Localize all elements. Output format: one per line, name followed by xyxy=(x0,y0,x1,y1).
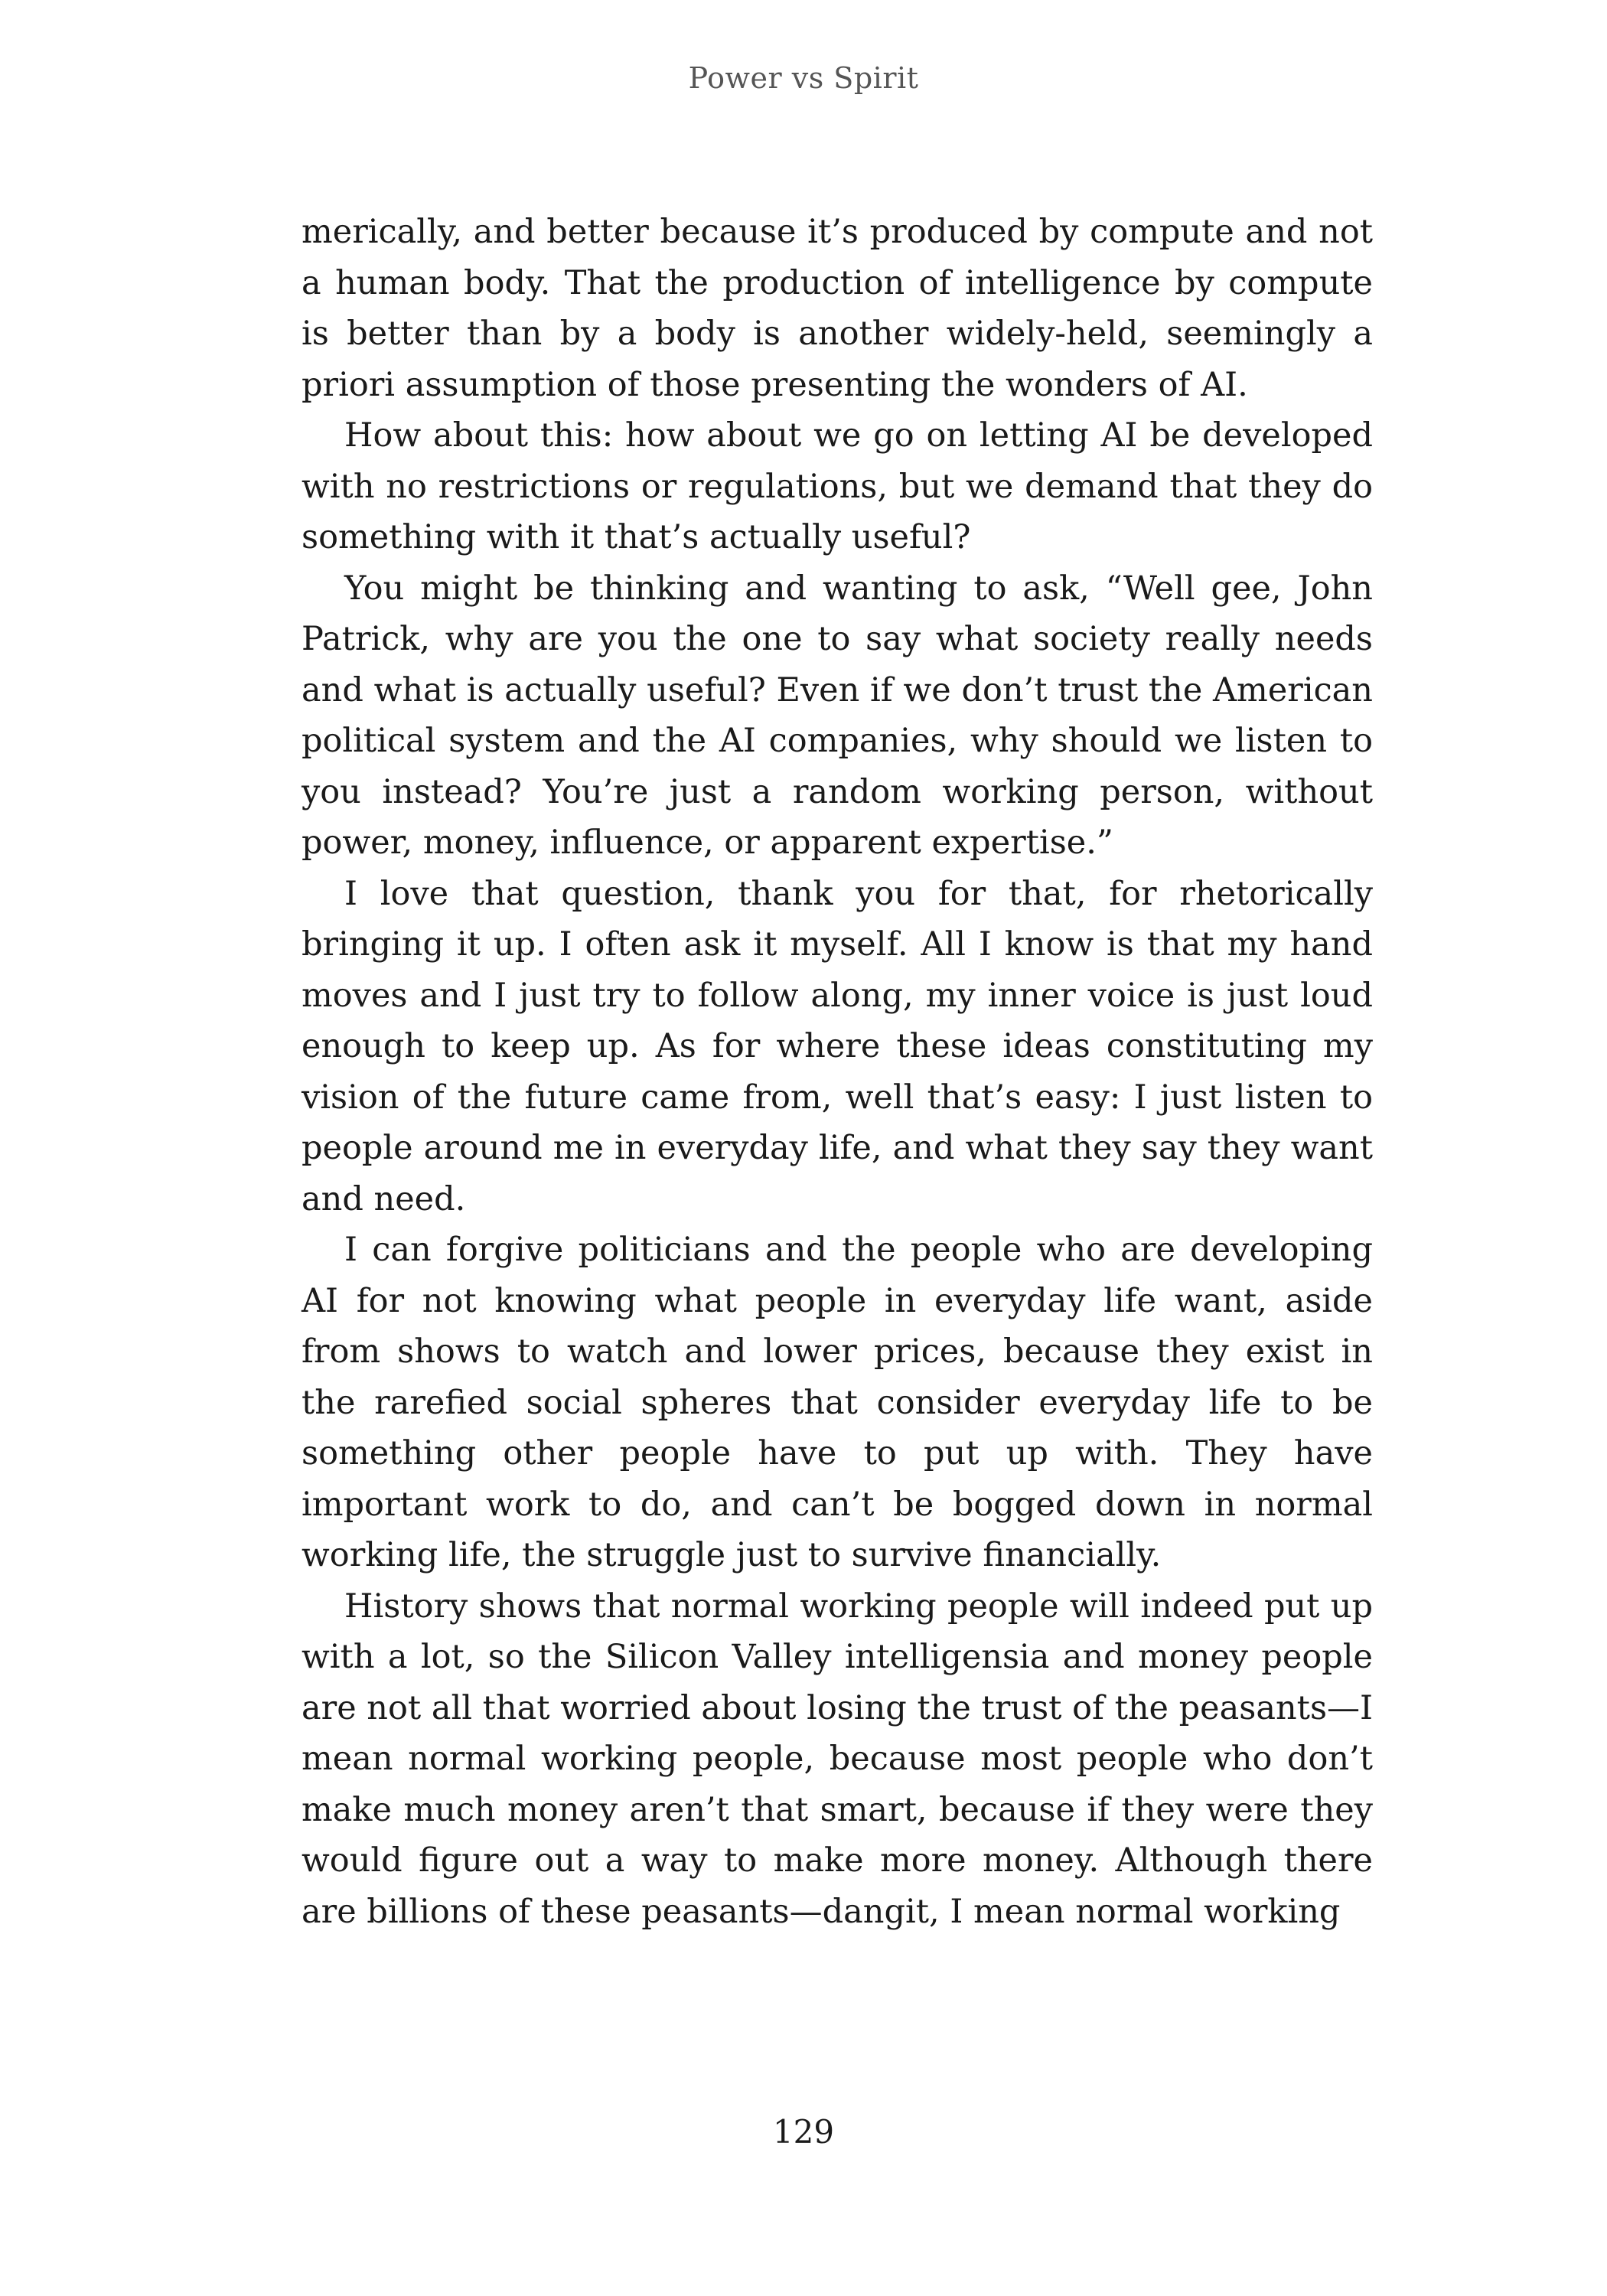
page-number: 129 xyxy=(772,2113,835,2151)
running-header: Power vs Spirit xyxy=(688,61,919,95)
paragraph-1: merically, and better because it’s produced by compute and not a human body. That the production of intelligence by compute is better than by a body is another widely-held, seemingly a priori assumption of those presenting the wonders of AI. xyxy=(302,213,1373,404)
body-text xyxy=(302,207,1373,1937)
paragraph-2: How about this: how about we go on letting AI be developed with no restrictions or regulations, but we demand that they do something with it that’s actually useful? xyxy=(302,416,1373,556)
paragraph-4: I love that question, thank you for that, for rhetorically bringing it up. I often ask it myself. All I know is that my hand moves and I just try to follow along, my inner voice is just loud enough to keep up. As for where these ideas constituting my vision of the future came from, well that’s easy: I just listen to people around me in everyday life, and what they say they want and need. xyxy=(302,874,1373,1218)
paragraph-3: You might be thinking and wanting to ask, “Well gee, John Patrick, why are you the one to say what society really needs and what is actually useful? Even if we don’t trust the American political system and the AI companies, why should we listen to you instead? You’re just a random working person, without power, money, influence, or apparent expertise.” xyxy=(302,569,1373,862)
paragraph-5: I can forgive politicians and the people who are developing AI for not knowing what people in everyday life want, aside from shows to watch and lower prices, because they exist in the rarefied social spheres that consider everyday life to be something other people have to put up with. They have important work to do, and can’t be bogged down in normal working life, the struggle just to survive financially. xyxy=(302,1231,1373,1574)
paragraph-6: History shows that normal working people will indeed put up with a lot, so the Silicon Valley intelligensia and money people are not all that worried about losing the trust of the peasants—I mean normal working people, because most people who don’t make much money aren’t that smart, because if they were they would figure out a way to make more money. Although there are billions of these peasants—dangit, I mean normal working xyxy=(302,1587,1373,1931)
